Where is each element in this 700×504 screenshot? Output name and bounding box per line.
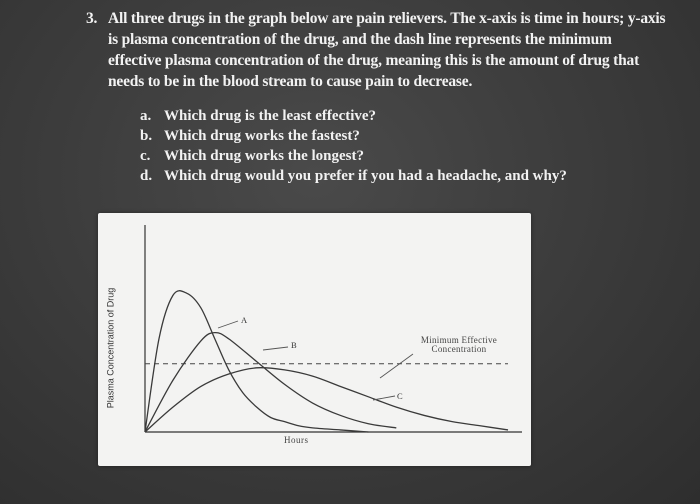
- sub-question-letter: d.: [140, 168, 153, 184]
- threshold-label: Minimum Effective Concentration: [420, 335, 498, 354]
- sub-question-letter: a.: [140, 108, 152, 124]
- pointer-drug-b: [263, 347, 288, 350]
- pointer-drug-c: [373, 396, 395, 400]
- drug-concentration-chart: [98, 213, 531, 466]
- sub-question-text: Which drug works the fastest?: [164, 128, 360, 144]
- sub-question-letter: b.: [140, 128, 153, 144]
- series-label-a: A: [241, 315, 248, 325]
- question-number: 3.: [86, 10, 98, 27]
- pointer-drug-a: [218, 321, 238, 328]
- series-label-c: C: [397, 391, 403, 401]
- sub-question-a: [140, 106, 567, 126]
- sub-question-text: Which drug would you prefer if you had a headache, and why?: [164, 168, 567, 184]
- series-label-b: B: [291, 340, 297, 350]
- sub-question-letter: c.: [140, 148, 151, 164]
- sub-question-list: [140, 106, 567, 186]
- question-text: All three drugs in the graph below are pain relievers. The x-axis is time in hours; y-axis is plasma concentration of the drug, and the dash line represents the minimum effective plasma concentration of the drug, meaning this is the amount of drug that needs to be in the blood stream to cause pain to decrease.: [108, 10, 666, 90]
- question-3: [86, 8, 666, 92]
- sub-question-c: [140, 146, 567, 166]
- sub-question-d: [140, 166, 567, 186]
- sub-question-text: Which drug is the least effective?: [164, 108, 377, 124]
- curve-drug-c: [145, 368, 508, 432]
- sub-question-text: Which drug works the longest?: [164, 148, 365, 164]
- pointer-threshold: [380, 354, 413, 378]
- sub-question-b: [140, 126, 567, 146]
- y-axis-label: Plasma Concentration of Drug: [105, 287, 115, 409]
- x-axis-label: Hours: [284, 435, 309, 445]
